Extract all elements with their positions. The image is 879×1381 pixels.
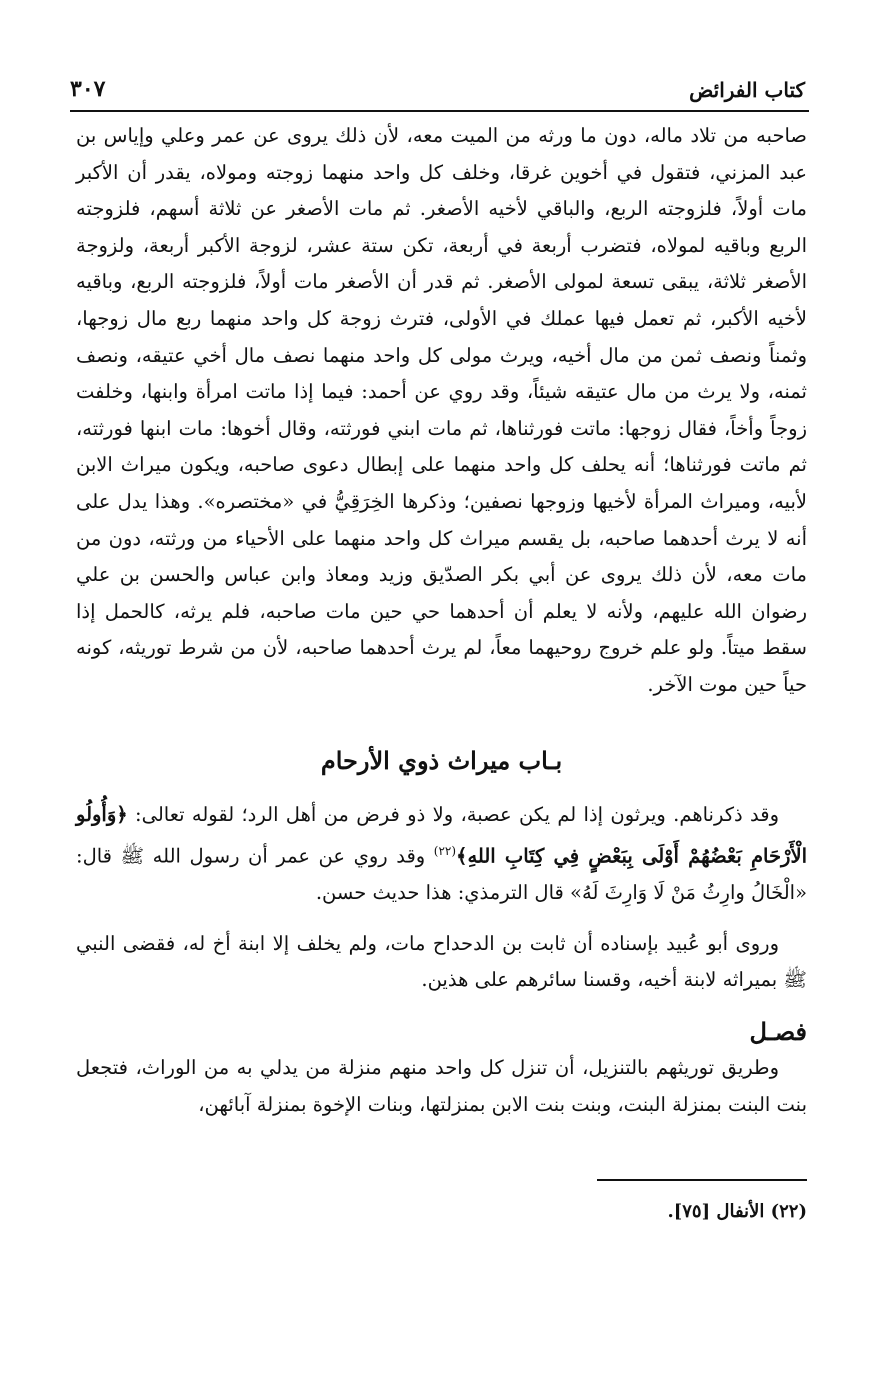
chapter-title: كتاب الفرائض — [689, 78, 805, 102]
page-body — [40, 112, 839, 1222]
body-paragraph-quran — [76, 797, 807, 912]
text-after-verse: وقد روي عن عمر أن رسول الله ﷺ قال: «الْخَالُ وارِثُ مَنْ لَا وَارِثَ لَهُ» قال الترمذي: هذا حديث حسن. — [76, 844, 807, 905]
footnote-ref: (٢٢) — [433, 844, 457, 859]
page-header — [40, 58, 839, 102]
section-heading: بـاب ميراث ذوي الأرحام — [320, 745, 563, 775]
page-number: ٣٠٧ — [70, 76, 106, 102]
paragraph-gap — [76, 912, 807, 926]
body-paragraph-hadith: وروى أبو عُبيد بإسناده أن ثابت بن الدحداح مات، ولم يخلف إلا ابنة أخ له، فقضى النبي ﷺ بميراثه لابنة أخيه، وقسنا سائرهم على هذين. — [76, 931, 807, 992]
body-paragraph-tanzil: وطريق توريثهم بالتنزيل، أن تنزل كل واحد منهم منزلة من يدلي به من الوراث، فتجعل بنت البنت بمنزلة البنت، وبنت بنت الابن بمنزلتها، وبنات الإخوة بمنزلة آبائهن، — [76, 1055, 807, 1116]
text-before-verse: وقد ذكرناهم. ويرثون إذا لم يكن عصبة، ولا ذو فرض من أهل الرد؛ لقوله تعالى: — [127, 802, 779, 826]
quran-verse: ﴿وَأُولُو الْأَرْحَامِ بَعْضُهُمْ أَوْلَى بِبَعْضٍ فِي كِتَابِ اللهِ﴾ — [76, 802, 807, 868]
footnote: (٢٢) الأنفال [٧٥]. — [667, 1201, 807, 1223]
subsection-heading: فصـل — [749, 1016, 807, 1046]
body-paragraph: صاحبه من تلاد ماله، دون ما ورثه من الميت معه، لأن ذلك يروى عن عمر وعلي وإياس بن عبد المزني، فتقول في أخوين غرقا، وخلف كل واحد منهما زوجته ومولاه، يقدر أن الأكبر مات أولاً، فلزوجته الربع، والباقي لأخيه الأصغر. ثم مات الأصغر عن ثلاثة أسهم، فلزوجته الربع وباقيه لمولاه، فتضرب أربعة في أربعة، تكن ستة عشر، لزوجة الأكبر أربعة، ولزوجة الأصغر ثلاثة، يبقى تسعة لمولى الأصغر. ثم قدر أن الأصغر مات أولاً، فلزوجته الربع، وباقيه لأخيه الأكبر، ثم تعمل فيها عملك في الأولى، فترث زوجة كل واحد منهما ربع مال زوجها، وثمناً ونصف ثمن من مال أخيه، ويرث مولى كل واحد منهما نصف مال أخي عتيقه، ونصف ثمنه، ولا يرث من مال عتيقه شيئاً، وقد روي عن أحمد: فيما إذا ماتت امرأة وابنها، وخلفت زوجاً وأخاً، فقال زوجها: ماتت فورثناها، ثم مات ابني فورثته، وقال أخوها: مات ابنها فورثته، ثم ماتت فورثناها؛ أنه يحلف كل واحد منهما على إبطال دعوى صاحبه، ويكون ميراث الابن لأبيه، وميراث المرأة لأخيها وزوجها نصفين؛ وذكرها الخِرَقِيُّ في «مختصره». وهذا يدل على أنه لا يرث أحدهما صاحبه، بل يقسم ميراث كل واحد منهما على الأحياء من ورثته، دون من مات معه، لأن ذلك يروى عن أبي بكر الصدّيق وزيد ومعاذ وابن عباس والحسن بن علي رضوان الله عليهم، ولأنه لا يعلم أن أحدهما حي حين مات صاحبه، فلم يرثه، كالحمل إذا سقط ميتاً. ولو علم خروج روحيهما معاً، لم يرث أحدهما صاحبه، لأن من شرط توريثه، كونه حياً حين موت الآخر. — [76, 124, 807, 696]
footnote-rule — [597, 1179, 807, 1181]
